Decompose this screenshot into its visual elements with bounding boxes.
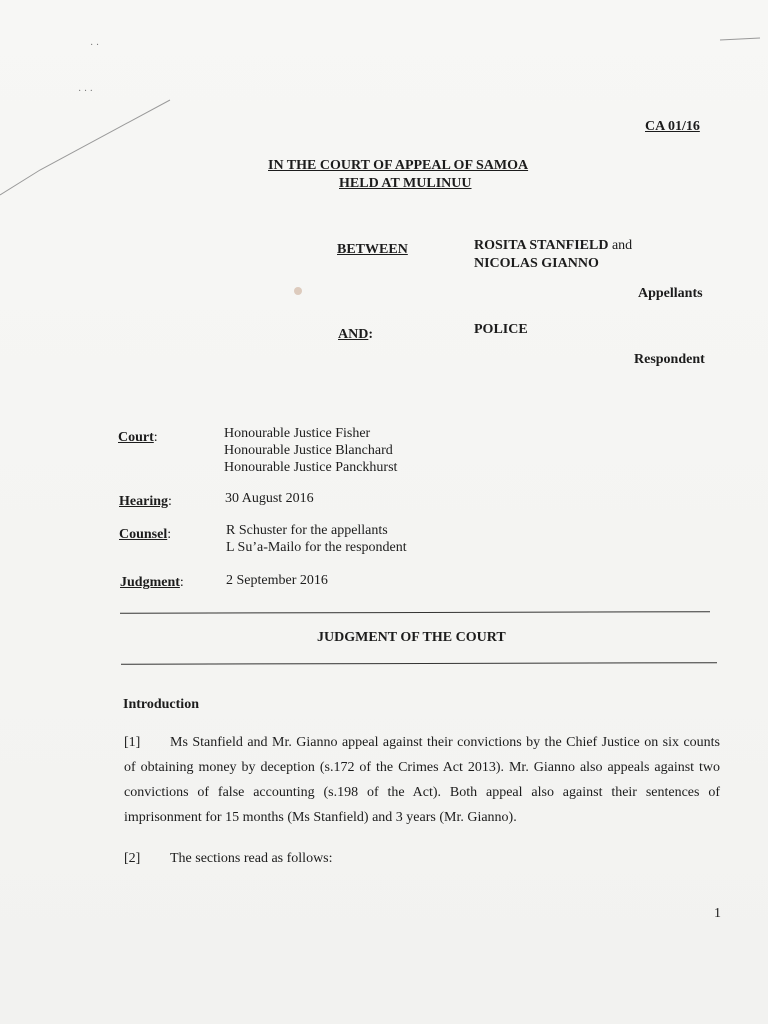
page-number: 1: [714, 906, 721, 921]
respondent-role: Respondent: [634, 352, 705, 367]
counsel-list: [226, 522, 407, 556]
court-label-colon: :: [153, 430, 158, 445]
judge-name: Honourable Justice Panckhurst: [224, 460, 398, 475]
and-label-colon: :: [368, 327, 374, 342]
divider-top: [120, 611, 710, 614]
between-label: BETWEEN: [337, 242, 408, 257]
counsel-entry: R Schuster for the appellants: [226, 523, 388, 538]
court-title-line1: IN THE COURT OF APPEAL OF SAMOA: [268, 158, 529, 173]
scan-speck: · · ·: [78, 86, 93, 97]
and-label-text: AND: [338, 327, 369, 342]
scan-speck: · ·: [90, 40, 100, 51]
judge-name: Honourable Justice Blanchard: [224, 443, 393, 458]
court-title-line2: HELD AT MULINUU: [339, 176, 472, 191]
respondent-name: POLICE: [474, 322, 528, 337]
judgment-title: JUDGMENT OF THE COURT: [317, 630, 506, 645]
appellant-name-2: NICOLAS GIANNO: [474, 256, 599, 271]
court-judges: [224, 425, 397, 476]
court-label: [118, 430, 158, 446]
divider-bottom: [121, 662, 717, 665]
paragraph-number: [1]: [124, 735, 141, 750]
counsel-entry: L Su’a-Mailo for the respondent: [226, 540, 407, 555]
hearing-label: [119, 494, 172, 510]
paper-stain: [294, 287, 302, 295]
judgment-label-text: Judgment: [120, 575, 180, 590]
introduction-heading: Introduction: [123, 697, 199, 712]
paragraph-text: The sections read as follows:: [170, 851, 333, 866]
appellants-conjunction: and: [611, 238, 633, 253]
counsel-label: [119, 527, 171, 543]
counsel-label-colon: :: [167, 527, 172, 542]
judge-name: Honourable Justice Fisher: [224, 426, 371, 441]
appellants-names-line1: [474, 238, 632, 254]
paragraph-number: [2]: [124, 851, 141, 866]
appellant-name-1: ROSITA STANFIELD: [474, 238, 609, 253]
paragraph-2: [124, 846, 720, 871]
hearing-date: 30 August 2016: [225, 491, 314, 506]
appellants-role: Appellants: [638, 286, 703, 301]
case-number: CA 01/16: [645, 119, 700, 134]
paragraph-1: [124, 730, 720, 830]
counsel-label-text: Counsel: [119, 527, 168, 542]
judgment-label-colon: :: [179, 575, 184, 590]
hearing-label-text: Hearing: [119, 494, 168, 509]
court-label-text: Court: [118, 430, 154, 445]
and-label: [338, 327, 373, 343]
judgment-label: [120, 575, 184, 591]
paragraph-text: Ms Stanfield and Mr. Gianno appeal against their convictions by the Chief Justice on six counts of obtaining money by deception (s.172 of the Crimes Act 2013). Mr. Gianno also appeals against two convictions of false accounting (s.198 of the Act). Both appeal also against their sentences of imprisonment for 15 months (Ms Stanfield) and 3 years (Mr. Gianno).: [124, 735, 720, 825]
judgment-date: 2 September 2016: [226, 573, 328, 588]
hearing-label-colon: :: [168, 494, 172, 509]
